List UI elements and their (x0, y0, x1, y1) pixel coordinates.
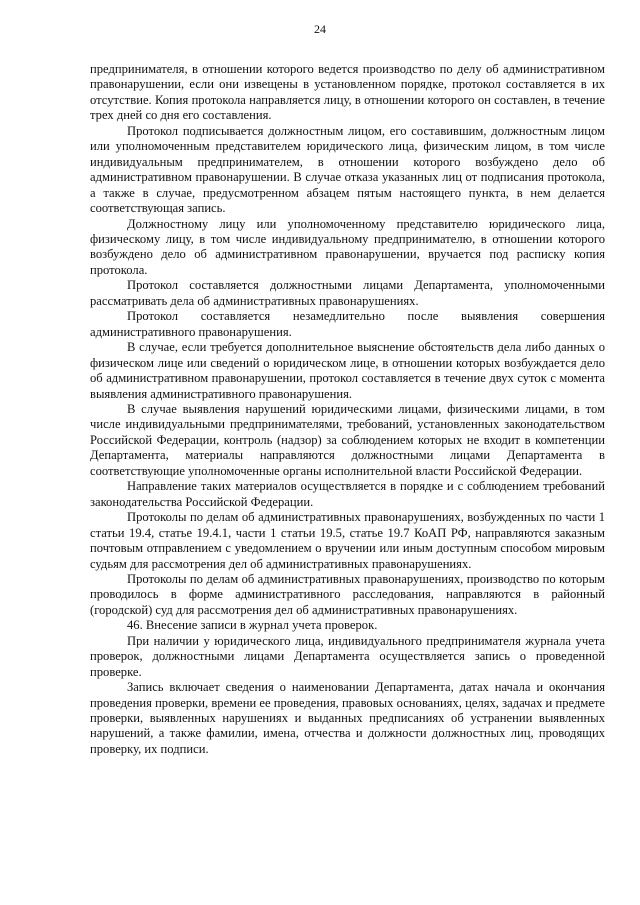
paragraph-protocol-authors: Протокол составляется должностными лицами Департамента, уполномоченными рассматривать дела об административных правонарушениях. (90, 278, 605, 308)
paragraph-violations-referral: В случае выявления нарушений юридическими лицами, физическими лицами, в том числе индивидуальными предпринимателями, требований, установленных законодательством Российской Федерации, контроль (надзор) за соблюдением которых не входит в компетенции Департамента, материалы направляются должностными лицами Департамента в соответствующие уполномоченные органы исполнительной власти Российской Федерации. (90, 401, 605, 478)
paragraph-protocol-copy: Должностному лицу или уполномоченному представителю юридического лица, физическому лицу, в том числе индивидуальному предпринимателю, в отношении которого возбуждено дело об административном правонарушении, вручается под расписку копия протокола. (90, 216, 605, 277)
paragraph-additional-clarification: В случае, если требуется дополнительное выяснение обстоятельств дела либо данных о физическом лице или сведений о юридическом лице, в отношении которых возбуждается дело об административном правонарушении, протокол составляется в течение двух суток с момента выявления административного правонарушения. (90, 340, 605, 401)
document-body (90, 62, 605, 757)
paragraph-journal-entry: При наличии у юридического лица, индивидуального предпринимателя журнала учета проверок, должностными лицами Департамента осуществляется запись о проведенной проверке. (90, 633, 605, 679)
paragraph-protocol-signing: Протокол подписывается должностным лицом, его составившим, должностным лицом или уполномоченным представителем юридического лица, физическим лицом, в том числе индивидуальным предпринимателем, в отношении которого возбуждено дело об административном правонарушении. В случае отказа указанных лиц от подписания протокола, а также в случае, предусмотренном абзацем пятым настоящего пункта, в нем делается соответствующая запись. (90, 123, 605, 216)
paragraph-entry-contents: Запись включает сведения о наименовании Департамента, датах начала и окончания проведения проверки, времени ее проведения, правовых основаниях, целях, задачах и предмете проверки, выявленных нарушениях и выданных предписаниях об устранении выявленных нарушений, а также фамилии, имена, отчества и должности должностных лиц, проводящих проверку, их подписи. (90, 680, 605, 756)
paragraph-materials-direction: Направление таких материалов осуществляется в порядке и с соблюдением требований законодательства Российской Федерации. (90, 479, 605, 509)
paragraph-continuation: предпринимателя, в отношении которого ведется производство по делу об административном правонарушении, если они извещены в установленном порядке, протокол составляется в их отсутствие. Копия протокола направляется лицу, в отношении которого он составлен, в течение трех дней со дня его составления. (90, 62, 605, 123)
paragraph-protocols-to-judges: Протоколы по делам об административных правонарушениях, возбужденных по части 1 статьи 19.4, статье 19.4.1, части 1 статьи 19.5, статье 19.7 КоАП РФ, направляются заказным почтовым отправлением с уведомлением о вручении или иным доступным способом мировым судьям для рассмотрения дел об административных правонарушениях. (90, 510, 605, 571)
paragraph-protocols-to-court: Протоколы по делам об административных правонарушениях, производство по которым проводилось в форме административного расследования, направляются в районный (городской) суд для рассмотрения дел об административных правонарушениях. (90, 571, 605, 617)
section-heading-46: 46. Внесение записи в журнал учета проверок. (127, 618, 378, 633)
page-number: 24 (314, 22, 326, 36)
paragraph-protocol-timing: Протокол составляется незамедлительно после выявления совершения административного правонарушения. (90, 309, 605, 339)
